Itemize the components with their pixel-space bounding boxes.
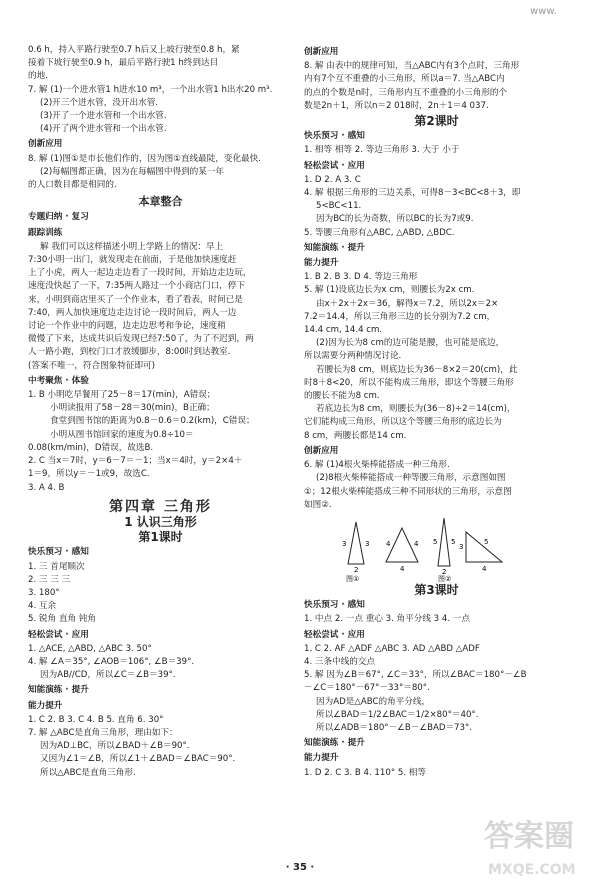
text-line: 1. 相等 相等 2. 等边三角形 3. 大于 小于: [304, 145, 460, 156]
t2-side-bottom: 4: [400, 564, 405, 573]
text-line: 7.2＝14.4，所以三角形三边的长分别为7.2 cm，: [304, 311, 496, 322]
period-title: 第2课时: [414, 114, 459, 129]
section-label: 快乐预习 · 感知: [28, 547, 89, 558]
text-line: 来，小明到商店里买了一个作业本，看了看表，时间已是: [28, 294, 243, 305]
text-line: 0.08(km/min)，D错误，故选B.: [28, 442, 154, 453]
text-line: 1. B 小明吃早餐用了25－8＝17(min)，A错误；: [28, 390, 216, 401]
text-line: (2)8根火柴棒能搭成一种等腰三角形，示意图如图: [316, 473, 506, 484]
text-line: 若腰长为8 cm，则底边长为36－8×2＝20(cm)，此: [316, 364, 518, 375]
text-line: 5<BC<11.: [316, 201, 362, 212]
text-line: 1＝9，所以y＝－1或9，故选C.: [28, 469, 150, 480]
text-line: 5. 锐角 直角 钝角: [28, 614, 96, 625]
text-line: 1. C 2. AF △ADF △ABC 3. AD △ABD △ADF: [304, 643, 480, 654]
t4-side-bottom: 4: [482, 564, 487, 573]
section-label: 轻松尝试 · 应用: [304, 160, 365, 171]
watermark-brand: 答案圈: [484, 819, 574, 854]
text-line: 8 cm，两腰长都是14 cm.: [304, 430, 407, 441]
text-line: 7:40，两人加快速度边走边讨论一段时间后，两人一边: [28, 307, 237, 318]
text-line: 小明读报用了58－28＝30(min)，B正确；: [50, 403, 215, 414]
section-label: 快乐预习 · 感知: [304, 131, 365, 142]
section-label: 知能演练 · 提升: [304, 738, 365, 749]
text-line: 若底边长为8 cm，则腰长为(36－8)÷2＝14(cm)，: [316, 404, 516, 415]
text-line: 7:30小明一出门，就发现走在前面，于是他加快速度赶: [28, 255, 237, 266]
text-line: 1. D 2. C 3. B 4. 110° 5. 相等: [304, 767, 426, 778]
watermark-top-text: www.: [530, 6, 557, 17]
section-label: 中考聚焦 · 体验: [28, 375, 89, 386]
text-line: 3. 180°: [28, 587, 60, 598]
t1-side-bottom: 2: [354, 565, 359, 574]
text-line: 时8＋8<20，所以不能构成三角形，即这个等腰三角形: [304, 377, 514, 388]
text-line: (3)开了一个进水管和一个出水管.: [40, 111, 167, 122]
text-line: 所以△ABC是直角三角形.: [40, 767, 136, 778]
page-number: · 35 ·: [285, 862, 315, 873]
text-line: 的点的个数是n时，三角形内互不重叠的小三角形的个: [304, 87, 508, 98]
section-label: 能力提升: [304, 258, 339, 269]
section-label: 能力提升: [28, 700, 63, 711]
page-number-value: 35: [293, 862, 307, 873]
t4-side-left: 3: [459, 542, 464, 551]
t3-side-right: 5: [451, 537, 456, 546]
t4-side-hyp: 5: [484, 537, 489, 546]
text-line: 3. A 4. B: [28, 482, 65, 493]
section-label: 知能演练 · 提升: [28, 685, 89, 696]
text-line: (2)因为长为8 cm的边可能是腰，也可能是底边，: [316, 338, 505, 349]
text-line: 的地.: [28, 71, 48, 82]
text-line: 8. 解 由表中的规律可知，当△ABC内有3个点时，三角形: [304, 61, 520, 72]
text-line: －∠C＝180°－67°－33°＝80°.: [304, 683, 430, 694]
text-line: 4. 解 ∠A＝35°, ∠AOB＝106°, ∠B＝39°.: [28, 656, 195, 667]
text-line: 因为AB//CD，所以∠C＝∠B＝39°.: [40, 670, 176, 681]
lesson-title: 1 认识三角形: [124, 514, 197, 529]
text-line: 又因为∠1＝∠B，所以∠1＋∠BAD＝∠BAC＝90°.: [40, 754, 236, 765]
text-line: 因为AD⊥BC，所以∠BAD＋∠B＝90°.: [40, 741, 190, 752]
text-line: 6. 解 (1)4根火柴棒能搭成一种三角形.: [304, 460, 450, 471]
text-line: (2)每幅图都正确，因为在每幅图中得到的某一年: [40, 166, 225, 177]
section-label: 创新应用: [304, 47, 339, 57]
text-line: 1. 三 首尾顺次: [28, 561, 85, 572]
text-line: 上了小虎，两人一起边走边看了一段时间，开始边走边玩，: [28, 268, 252, 279]
t2-side-right: 4: [414, 539, 419, 548]
text-line: 5. 解 (1)设底边长为x cm，则腰长为2x cm.: [304, 285, 475, 296]
triangle-4: [466, 532, 502, 562]
triangle-figure: [334, 516, 534, 582]
figure-2-caption: 图②: [438, 574, 452, 582]
text-line: 因为BC的长为奇数，所以BC的长为7或9.: [316, 214, 474, 225]
section-label: 知能演练 · 提升: [304, 242, 365, 253]
section-label: 创新应用: [28, 139, 63, 150]
text-line: (答案不唯一，符合图象特征即可): [28, 360, 156, 371]
text-line: 的腰长不能为8 cm.: [304, 391, 380, 402]
text-line: (4)开了两个进水管和一个出水管.: [40, 124, 167, 135]
text-line: 所以∠ADB＝180°－∠B－∠BAD＝73°.: [316, 722, 473, 733]
section-label: 能力提升: [304, 753, 339, 764]
right-column: [304, 44, 569, 780]
text-line: 由x＋2x＋2x＝36，解得x＝7.2，所以2x＝2×: [316, 298, 499, 309]
text-line: 小明从图书馆回家的速度为0.8÷10＝: [50, 429, 194, 440]
text-line: 7. 解 (1)一个进水管1 h进水10 m³，一个出水管1 h出水20 m³.: [28, 84, 273, 95]
text-line: 0.6 h，持入平路行驶至0.7 h后又上坡行驶至0.8 h，紧: [28, 45, 240, 55]
text-line: 1. C 2. B 3. C 4. B 5. 直角 6. 30°: [28, 714, 164, 725]
text-line: 2. 三 三 三: [28, 574, 71, 585]
period-title: 第1课时: [138, 530, 183, 545]
text-line: 所以∠BAD＝1/2∠BAC＝1/2×80°＝40°.: [316, 709, 479, 720]
figure-1-caption: 图①: [346, 574, 360, 582]
text-line: 接着下坡行驶至0.9 h，最后平路行驶1 h终到达目: [28, 58, 219, 69]
text-line: 讨论一个作业中的问题，边走边思考和争论，速度稍: [28, 321, 226, 332]
text-line: 14.4 cm, 14.4 cm.: [304, 325, 383, 336]
text-line: 1. D 2. A 3. C: [304, 174, 361, 185]
text-line: 5. 等腰三角形有△ABC, △ABD, △BDC.: [304, 227, 455, 238]
triangle-1: [348, 522, 364, 564]
section-label: 轻松尝试 · 应用: [28, 629, 89, 640]
text-line: 微慢了下来，达成共识后发现已经7:50了，为了不迟到，两: [28, 334, 254, 345]
text-line: (2)开三个进水管，没开出水管.: [40, 97, 159, 108]
text-line: 它们能构成三角形，所以这个等腰三角形的底边长为: [304, 417, 502, 428]
text-line: 1. 中点 2. 一点 重心 3. 角平分线 3 4. 一点: [304, 614, 470, 625]
watermark-url: MXQE.COM: [488, 862, 576, 878]
summary-title: 本章整合: [138, 195, 183, 209]
text-line: 数是2n＋1，所以n＝2 018时，2n＋1＝4 037.: [304, 100, 489, 111]
watermark-logo: [480, 812, 592, 884]
text-line: 因为AD是△ABC的角平分线，: [316, 696, 431, 707]
text-line: 2. C 当x＝7时，y＝6－7＝－1；当x＝4时，y＝2×4＋: [28, 456, 243, 467]
text-line: 速度没快起了一下，7:35两人路过一个小商店门口，停下: [28, 281, 245, 292]
text-line: 的人口数目都是相同的.: [28, 180, 117, 191]
text-line: 解 我们可以这样描述小明上学路上的情况：早上: [40, 241, 224, 252]
watermark-top: [470, 0, 588, 20]
triangle-3: [438, 518, 450, 566]
t2-side-left: 4: [386, 539, 391, 548]
text-line: 5. 解 因为∠B＝67°, ∠C＝33°，所以∠BAC＝180°－∠B: [304, 670, 527, 681]
text-line: 1. B 2. B 3. D 4. 等边三角形: [304, 272, 418, 283]
section-label: 专题归纳 · 复习: [28, 212, 89, 223]
text-line: 食堂到图书馆的距离为0.8－0.6＝0.2(km)，C错误；: [50, 416, 255, 427]
text-line: 内有7个互不重叠的小三角形，所以a＝7. 当△ABC内: [304, 74, 505, 85]
period-title: 第3课时: [414, 582, 459, 597]
text-line: 7. 解 △ABC是直角三角形，理由如下：: [28, 727, 178, 738]
t3-side-left: 5: [433, 537, 438, 546]
text-line: 8. 解 (1)图①是市长他们作的，因为图①直线最陡，变化最快.: [28, 153, 262, 164]
text-line: 人一路小跑，到校门口才放缓脚步，8:00时到达教室.: [28, 347, 231, 358]
t1-side-right: 3: [365, 539, 370, 548]
chapter-title: 第四章 三角形: [109, 498, 212, 515]
section-label: 跟踪训练: [28, 227, 63, 238]
text-line: 如图②.: [304, 499, 332, 510]
section-label: 轻松尝试 · 应用: [304, 629, 365, 640]
section-label: 快乐预习 · 感知: [304, 600, 365, 611]
text-line: 所以需要分两种情况讨论.: [304, 351, 402, 362]
text-line: 4. 三条中线的交点: [304, 656, 376, 667]
section-label: 创新应用: [304, 445, 339, 456]
t1-side-left: 3: [342, 539, 347, 548]
left-column: [28, 44, 293, 780]
t3-side-bottom: 2: [442, 567, 447, 576]
text-line: ①；12根火柴棒能搭成三种不同形状的三角形，示意图: [304, 486, 512, 497]
text-line: 1. △ACE, △ABD, △ABC 3. 50°: [28, 643, 152, 654]
text-line: 4. 解 根据三角形的三边关系，可得8－3<BC<8＋3，即: [304, 188, 521, 199]
text-line: 4. 互余: [28, 601, 57, 612]
